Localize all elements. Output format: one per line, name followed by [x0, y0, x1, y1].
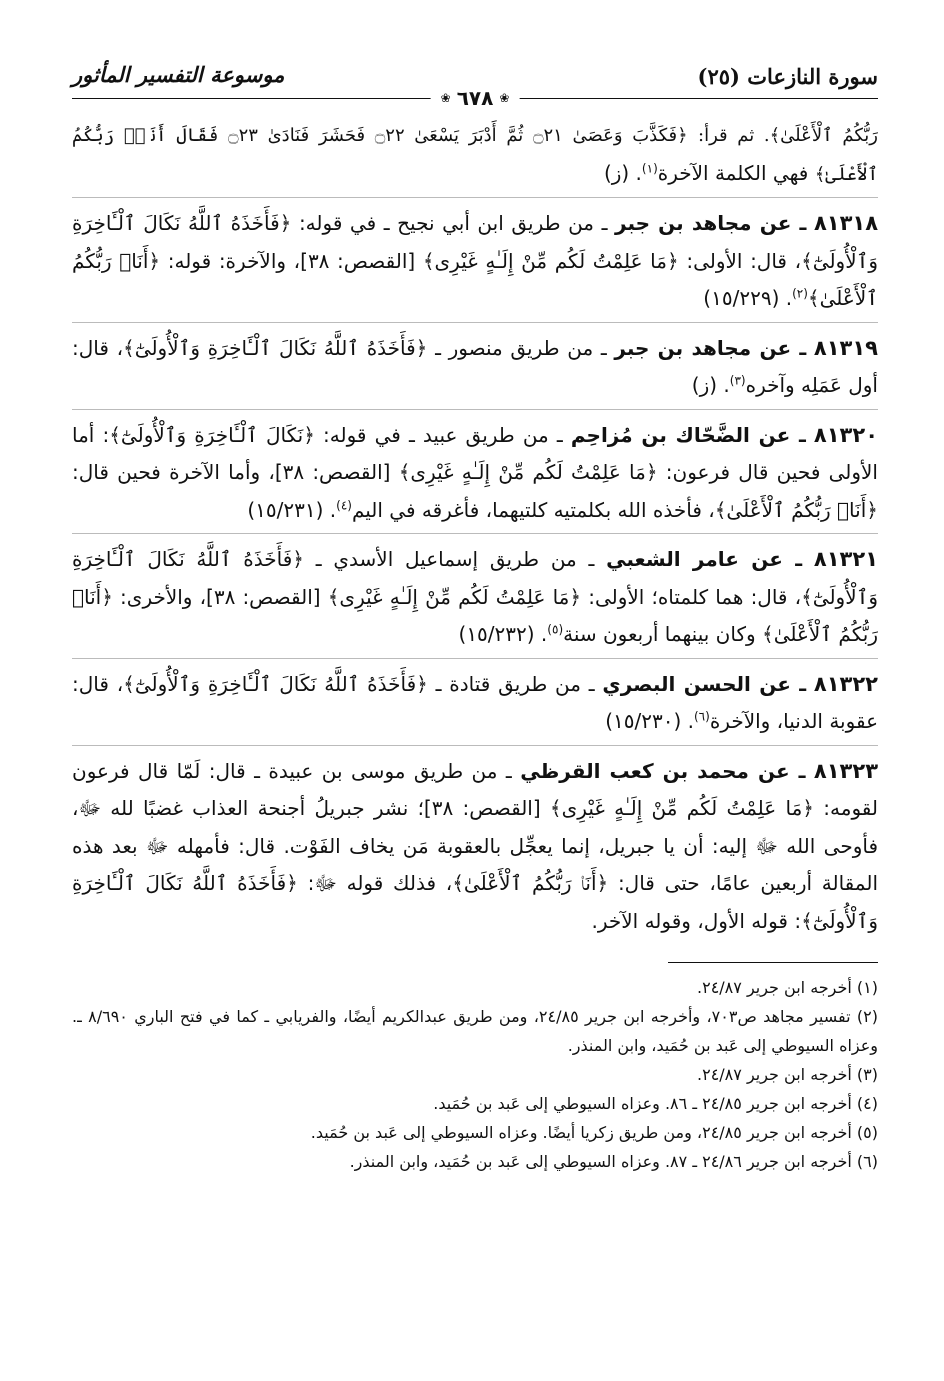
footnote-ref[interactable]: (١)	[641, 160, 658, 175]
page-header	[72, 60, 878, 116]
footnote-ref[interactable]: (٤)	[336, 497, 352, 512]
entry-chain: ـ عن محمد بن كعب القرظي	[520, 758, 806, 783]
ornament-icon: ❀	[440, 91, 451, 105]
intro-tail: فهي الكلمة الآخرة	[657, 160, 809, 185]
page-number: ٦٧٨	[456, 86, 494, 110]
footnote: (٦) أخرجه ابن جرير ٢٤/٨٦ ـ ٨٧. وعزاه السيوطي إلى عَبد بن حُمَيد، وابن المنذر.	[349, 1152, 878, 1171]
entry-end: . (ز)	[691, 373, 730, 397]
intro-lead: رَبُّكُمُ ٱلْأَعْلَىٰ﴾. ثم قرأ:	[698, 125, 878, 146]
book-title: موسوعة التفسير المأثور	[72, 62, 285, 87]
intro-quran: ﴿فَكَذَّبَ وَعَصَىٰ ۝٢١ ثُمَّ أَدْبَرَ يَسْعَىٰ ۝٢٢ فَحَشَرَ فَنَادَىٰ ۝٢٣ فَقَالَ أَنَا۠ رَبُّكُمُ ٱلْأَعْلَىٰ﴾	[72, 125, 878, 185]
entry-number: ٨١٣١٨	[813, 211, 879, 235]
footnote: (٤) أخرجه ابن جرير ٢٤/٨٥ ـ ٨٦. وعزاه السيوطي إلى عَبد بن حُمَيد.	[433, 1094, 878, 1113]
page-number-box	[431, 86, 520, 110]
entry-end: . (١٥/٢٣١)	[247, 497, 337, 522]
footnote: (٥) أخرجه ابن جرير ٢٤/٨٥، ومن طريق زكريا أيضًا. وعزاه السيوطي إلى عَبد بن حُمَيد.	[310, 1123, 878, 1142]
entry-paragraph	[72, 205, 878, 323]
intro-end: . (ز)	[603, 160, 642, 185]
entry-text: ـ من طريق قتادة ـ ﴿فَأَخَذَهُ ٱللَّهُ نَكَالَ ٱلْـَٔاخِرَةِ وَٱلْأُولَىٰٓ﴾، قال: عقوبة الدنيا، والآخرة	[72, 671, 878, 733]
entry-end: . (١٥/٢٣٠)	[605, 709, 694, 733]
entry-text: ـ من طريق منصور ـ ﴿فَأَخَذَهُ ٱللَّهُ نَكَالَ ٱلْـَٔاخِرَةِ وَٱلْأُولَىٰٓ﴾، قال: أول عَمَلِه وآخره	[72, 335, 878, 397]
footnote-ref[interactable]: (٥)	[547, 622, 564, 637]
entry-paragraph	[72, 541, 878, 659]
footnote-ref[interactable]: (٣)	[729, 373, 746, 388]
footnote: (١) أخرجه ابن جرير ٢٤/٨٧.	[697, 978, 878, 997]
entry-number: ٨١٣٢٠	[813, 422, 879, 447]
document-page	[72, 60, 878, 1350]
main-text	[72, 116, 878, 944]
footnote-ref[interactable]: (٢)	[792, 286, 808, 301]
footnote-divider	[668, 962, 878, 963]
entry-chain: ـ عن الحسن البصري	[602, 671, 807, 696]
surah-title: سورة النازعات (٢٥)	[697, 64, 878, 89]
entry-paragraph	[72, 753, 878, 945]
entry-number: ٨١٣٢٣	[813, 758, 879, 783]
entry-number: ٨١٣١٩	[813, 335, 878, 360]
footnote-ref[interactable]: (٦)	[693, 709, 710, 724]
entry-number: ٨١٣٢٢	[813, 671, 878, 696]
entry-end: . (١٥/٢٢٩)	[703, 286, 793, 310]
entry-chain: ـ عن مجاهد بن جبر	[615, 211, 807, 235]
entry-paragraph	[72, 666, 878, 746]
entry-chain: ـ عن الضَّحّاك بن مُزاحِم	[570, 422, 806, 447]
intro-paragraph	[72, 116, 878, 198]
entry-text: ـ من طريق عبيد ـ في قوله: ﴿نَكَالَ ٱلْـَٔاخِرَةِ وَٱلْأُولَىٰٓ﴾: أما الأولى فحين قال فرعون: ﴿مَا عَلِمْتُ لَكُم مِّنْ إِلَـٰهٍ غَيْرِى﴾ [القصص: ٣٨]، وأما الآخرة فحين قال: ﴿أَنَا۠ رَبُّكُمُ ٱلْأَعْلَىٰ﴾، فأخذه الله بكلمتيه كلتيهما، فأغرقه في اليم	[72, 422, 878, 522]
entry-number: ٨١٣٢١	[813, 547, 879, 571]
entry-paragraph	[72, 330, 878, 410]
entry-text: ـ من طريق موسى بن عبيدة ـ قال: لَمّا قال فرعون لقومه: ﴿مَا عَلِمْتُ لَكُم مِّنْ إِلَـٰهٍ غَيْرِى﴾ [القصص: ٣٨]؛ نشر جبريلُ أجنحة العذاب غضبًا لله ﷻ، فأوحى الله ﷻ إليه: أن يا جبريل، إنما يعجِّل بالعقوبة مَن يخاف الفَوْت. قال: فأمهله ﷻ بعد هذه المقالة أربعين عامًا، حتى قال: ﴿أَنَا۠ رَبُّكُمُ ٱلْأَعْلَىٰ﴾، فذلك قوله ﷻ: ﴿فَأَخَذَهُ ٱللَّهُ نَكَالَ ٱلْـَٔاخِرَةِ وَٱلْأُولَىٰٓ﴾: قوله الأول، وقوله الآخر.	[72, 758, 878, 933]
ornament-icon: ❀	[499, 91, 510, 105]
footnotes	[72, 973, 878, 1176]
footnote: (٢) تفسير مجاهد ص٧٠٣، وأخرجه ابن جرير ٢٤/٨٥، ومن طريق عبدالكريم أيضًا، والفريابي ـ كما في فتح الباري ٨/٦٩٠ ـ. وعزاه السيوطي إلى عَبد بن حُمَيد، وابن المنذر.	[72, 1007, 878, 1055]
entry-text: ـ من طريق ابن أبي نجيح ـ في قوله: ﴿فَأَخَذَهُ ٱللَّهُ نَكَالَ ٱلْـَٔاخِرَةِ وَٱلْأُولَىٰٓ﴾، قال: الأولى: ﴿مَا عَلِمْتُ لَكُم مِّنْ إِلَـٰهٍ غَيْرِى﴾ [القصص: ٣٨]، والآخرة: قوله: ﴿أَنَا۠ رَبُّكُمُ ٱلْأَعْلَىٰ﴾	[72, 211, 878, 310]
entry-paragraph	[72, 417, 878, 535]
entry-chain: ـ عن عامر الشعبي	[606, 547, 803, 571]
footnote: (٣) أخرجه ابن جرير ٢٤/٨٧.	[697, 1065, 878, 1084]
entry-end: . (١٥/٢٣٢)	[458, 622, 548, 646]
entry-chain: ـ عن مجاهد بن جبر	[614, 335, 807, 360]
entry-text: ـ من طريق إسماعيل الأسدي ـ ﴿فَأَخَذَهُ ٱللَّهُ نَكَالَ ٱلْـَٔاخِرَةِ وَٱلْأُولَىٰٓ﴾، قال: هما كلمتاه؛ الأولى: ﴿مَا عَلِمْتُ لَكُم مِّنْ إِلَـٰهٍ غَيْرِى﴾ [القصص: ٣٨]، والأخرى: ﴿أَنَا۠ رَبُّكُمُ ٱلْأَعْلَىٰ﴾ وكان بينهما أربعون سنة	[72, 547, 878, 646]
